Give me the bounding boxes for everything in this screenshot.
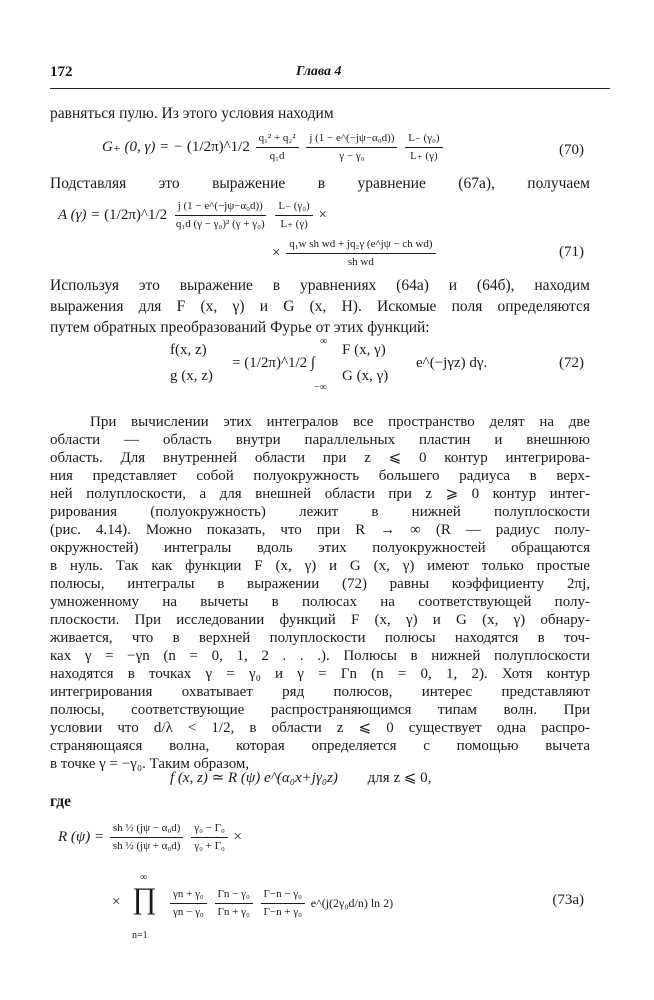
eq73a-prod-frac-3-den: Γ−n + γ₀ (263, 906, 302, 918)
eq73a-tail: e^(j(2γ₀d/n) ln 2) (310, 895, 394, 910)
text-line: окружностей) интегралы вдоль этих полуокружностей обращаются (50, 540, 590, 556)
eq70-frac-3 (405, 130, 442, 165)
text-line: область. Для внутренней области при z ⩽ 0 контур интегрирова- (50, 450, 590, 466)
equation-70 (102, 130, 445, 165)
eq70-frac-3-num: L₋ (γ₀) (405, 130, 442, 148)
eq71-frac-1-den: q₁d (γ − γ₀)² (γ + γ₀) (175, 218, 265, 230)
eq73a-lhs: R (ψ) = (58, 828, 105, 845)
eq73a-prod-frac-3 (261, 886, 305, 921)
equation-number-71: (71) (559, 244, 584, 260)
text-line: ках γ = −γn (n = 0, 1, 2 . . .). Полюсы в нижней полуплоскости (50, 648, 590, 664)
eq-f-expr: f (x, z) ≃ R (ψ) e^(α₀x+jγ₀z) (170, 770, 338, 786)
eq72-coef: = (1/2π)^1/2 ∫ (232, 355, 316, 371)
text-line: условии что d/λ < 1/2, в области z ⩽ 0 существует одна распро- (50, 720, 590, 736)
text-line: в точке γ = −γ₀. Таким образом, (50, 756, 250, 772)
eq70-frac-1-num: q₁² + q₂² (256, 130, 299, 148)
eq71-frac-2-den: L₊ (γ) (280, 218, 308, 230)
eq73a-frac-1-num: sh ½ (jψ − α₀d) (110, 820, 184, 838)
text-line: находятся в точках γ = γ₀ и γ = Γn (n = 0, 1, 2). Хотя контур (50, 666, 590, 682)
equation-number-73a: (73а) (552, 892, 584, 908)
text-line: выражения для F (x, γ) и G (x, H). Искомые поля определяются (50, 298, 590, 315)
eq71-coef: (1/2π)^1/2 (104, 206, 168, 223)
page-header (50, 64, 610, 84)
eq73a-frac-2-num: γ₀ − Γ₀ (191, 820, 228, 838)
eq70-frac-3-den: L₊ (γ) (410, 150, 438, 162)
text-line: Используя это выражение в уравнениях (64а) и (64б), находим (50, 277, 590, 294)
text-line: полюсы, интегралы в выражении (72) равны коэффициенту 2πj, (50, 576, 590, 592)
eq73a-prod-upper: ∞ (140, 872, 148, 883)
page-number: 172 (50, 64, 73, 80)
text-line: ней полуплоскости, а для внешней области при z ⩾ 0 контур интег- (50, 486, 590, 502)
eq73a-prod-frac-3-num: Γ−n − γ₀ (261, 886, 305, 904)
eq71-frac-3-num: q₁w sh wd + jq₂γ (e^jψ − ch wd) (286, 236, 435, 254)
eq70-frac-2-den: γ − γ₀ (339, 150, 365, 162)
eq72-limit-upper: ∞ (320, 336, 328, 347)
eq71-frac-3 (286, 236, 435, 271)
eq72-rhs-top: F (x, γ) (342, 342, 386, 358)
eq72-limit-lower: −∞ (314, 382, 327, 393)
eq70-frac-1-den: q₁d (269, 150, 285, 162)
eq71-frac-1-num: j (1 − e^(−jψ−α₀d)) (175, 198, 266, 216)
text-line: плоскости. При исследовании функций F (x, γ) и G (x, γ) обнару- (50, 612, 590, 628)
eq73a-times: × (233, 828, 243, 845)
eq71-frac-2 (275, 198, 312, 233)
eq73a-lead: × (112, 894, 121, 910)
where-label: где (50, 793, 71, 810)
eq71-times: × (318, 206, 327, 223)
text-line: страняющаяся волна, которая определяется с помощью вычета (50, 738, 590, 754)
eq73a-prod-frac-1-num: γn + γ₀ (170, 886, 207, 904)
eq70-lhs: G₊ (0, γ) = − (102, 138, 184, 155)
text-line: полюсы, соответствующие распространяющимся типам волн. При (50, 702, 590, 718)
text-line: области — область внутри параллельных пластин и внешнюю (50, 432, 590, 448)
eq70-frac-2-num: j (1 − e^(−jψ−α₀d)) (306, 130, 397, 148)
eq73a-prod-frac-2-num: Γn − γ₀ (215, 886, 253, 904)
eq70-coef: (1/2π)^1/2 (186, 138, 250, 155)
equation-number-72: (72) (559, 355, 584, 371)
text-line: в нуль. Так как функции F (x, γ) и G (x, γ) имеют только простые (50, 558, 590, 574)
eq73a-prod-frac-1-den: γn − γ₀ (173, 906, 204, 918)
eq72-rhs-bottom: G (x, γ) (342, 368, 389, 384)
chapter-title: Глава 4 (296, 64, 342, 79)
eq73a-prod-frac-2 (215, 886, 253, 921)
eq73a-frac-1-den: sh ½ (jψ + α₀d) (112, 840, 181, 852)
eq70-frac-2 (306, 130, 397, 165)
eq71-lead: × (272, 244, 281, 261)
text-line: путем обратных преобразований Фурье от этих функций: (50, 319, 430, 336)
eq71-frac-2-num: L₋ (γ₀) (275, 198, 312, 216)
eq73a-prod-lower: n=1 (132, 930, 148, 941)
text-line: равняться пулю. Из этого условия находим (50, 105, 334, 122)
header-rule (50, 88, 610, 89)
eq73a-frac-2-den: γ₀ + Γ₀ (194, 840, 225, 852)
eq-f-condition: для z ⩽ 0, (367, 770, 432, 786)
equation-73a-line-2 (112, 872, 542, 952)
equation-f (170, 768, 431, 787)
text-line: При вычислении этих интегралов все пространство делят на две (90, 414, 590, 430)
eq72-tail: e^(−jγz) dγ. (416, 355, 488, 371)
equation-71-line-1 (58, 198, 327, 233)
eq73a-frac-2 (191, 820, 228, 855)
eq71-lhs: A (γ) = (58, 206, 101, 223)
eq73a-prod-frac-1 (170, 886, 207, 921)
equation-72 (170, 338, 500, 398)
eq72-lhs-bottom: g (x, z) (170, 368, 213, 384)
eq73a-prod-symbol: ∏ (132, 882, 157, 915)
text-line: интегрирования охватывает ряд полюсов, интерес представляют (50, 684, 590, 700)
equation-number-70: (70) (559, 142, 584, 158)
text-line: живается, что в верхней полуплоскости полюсы находятся в точ- (50, 630, 590, 646)
text-line: умноженному на вычеты в полюсах на соответствующей полу- (50, 594, 590, 610)
text-line: Подставляя это выражение в уравнение (67а), получаем (50, 175, 590, 192)
text-line: рирования (полуокружность) лежит в нижней полуплоскости (50, 504, 590, 520)
equation-71-line-2 (272, 236, 438, 271)
eq72-lhs-top: f(x, z) (170, 342, 207, 358)
eq71-frac-1 (173, 198, 268, 233)
eq73a-frac-1 (110, 820, 184, 855)
eq73a-products (168, 886, 393, 921)
eq73a-prod-frac-2-den: Γn + γ₀ (217, 906, 250, 918)
eq70-frac-1 (256, 130, 299, 165)
text-line: (рис. 4.14). Можно показать, что при R → ∞ (R — радиус полу- (50, 522, 590, 538)
text-line: ния представляет собой полуокружность большего радиуса в верх- (50, 468, 590, 484)
equation-73a-line-1 (58, 820, 242, 855)
eq71-frac-3-den: sh wd (347, 256, 374, 268)
